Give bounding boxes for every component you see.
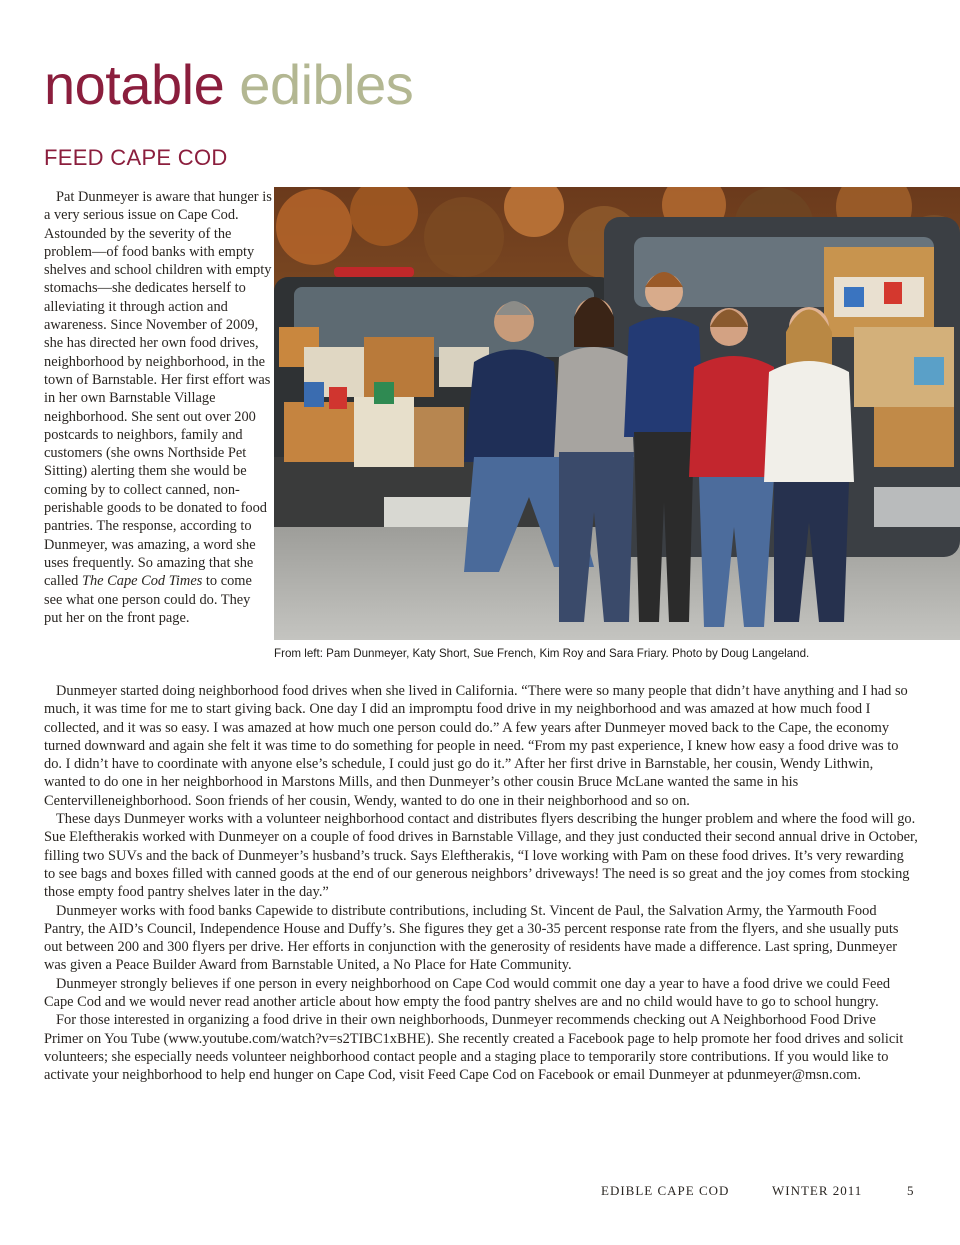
- article-title: FEED CAPE COD: [44, 145, 228, 170]
- intro-newspaper-name: The Cape Cod Times: [81, 573, 203, 590]
- header-word-edibles: edibles: [239, 53, 414, 116]
- body-paragraph: Dunmeyer strongly believes if one person in every neighborhood on Cape Cod would commit one day a year to have a food drive we could Feed Cape Cod and we would never read another article about how empty the food pantry shelves are and no child would have to go to school hungry.: [44, 975, 891, 1011]
- intro-text: Pat Dunmeyer is aware that hunger is a very serious issue on Cape Cod. Astounded by the severity of the problem—of food banks with empty shelves and school children with empty stomachs—she dedicates herself to alleviating it through action and awareness. Since November of 2009, she has directed her own food drives, neighborhood by neighborhood, in the town of Barnstable. Her first effort was in her own Barnstable Village neighborhood. She sent out over 200 postcards to neighbors, family and customers (she owns Northside Pet Sitting) alerting them she would be coming by to collect canned, non-perishable goods to be donated to food pantries. The response, according to Dunmeyer, was amazing, a word she uses frequently. So amazing that she called: [44, 189, 272, 590]
- body-paragraph: These days Dunmeyer works with a volunteer neighborhood contact and distributes flyers describing the hunger problem and where the food will go. Sue Eleftherakis worked with Dunmeyer on a couple of food drives in Barnstable Village, and they just conducted their second annual drive in October, filling two SUVs and the back of Dunmeyer’s husband’s truck. Says Eleftherakis, “I love working with Pam on these food drives. It’s very rewarding to see bags and boxes filled with canned goods at the end of our generous neighbors’ driveways! The need is so great and the joy comes from stocking those empty food pantry shelves later in the day.”: [44, 811, 918, 901]
- article-body: [44, 682, 918, 1085]
- intro-paragraph: [44, 188, 272, 627]
- section-header: [44, 50, 413, 120]
- header-word-notable: notable: [44, 53, 225, 116]
- footer-issue: WINTER 2011: [772, 1183, 863, 1198]
- intro-text-end: to come see what one person could do. They put her on the front page.: [44, 573, 252, 626]
- footer-publication: EDIBLE CAPE COD: [601, 1183, 730, 1198]
- body-paragraph: Dunmeyer works with food banks Capewide to distribute contributions, including St. Vincent de Paul, the Salvation Army, the Yarmouth Food Pantry, the AID’s Council, Independence House and Duffy’s. She figures they get a 30-35 percent response rate from the flyers, and she usually puts out between 200 and 300 flyers per drive. Her efforts in conjunction with the generosity of residents have made a difference. Last spring, Dunmeyer was given a Peace Builder Award from Barnstable United, a No Place for Hate Community.: [44, 902, 899, 974]
- body-paragraph: Dunmeyer started doing neighborhood food drives when she lived in California. “There were so many people that didn’t have anything and I had so much, it was time for me to start giving back. One day I did an impromptu food drive in my neighborhood and was amazed at how much food I collected, and it was so easy. I was amazed at how much one person could do.” A few years after Dunmeyer moved back to the Cape, the economy turned downward and again she felt it was time to do something for people in need. “From my past experience, I knew how easy a food drive was to do. I didn’t have to coordinate with anyone else’s schedule, I could just go do it.” After her first drive in Barnstable, her cousin, Wendy Lithwin, wanted to do one in her neighborhood in Marstons Mills, and then Dunmeyer’s other cousin Bruce McLane wanted the same in his Centervilleneighborhood. Soon friends of her cousin, Wendy, wanted to do one in their neighborhood and so on.: [44, 683, 908, 809]
- intro-column: [44, 188, 272, 627]
- photo-caption: From left: Pam Dunmeyer, Katy Short, Sue French, Kim Roy and Sara Friary. Photo by Doug Langeland.: [274, 647, 810, 660]
- body-paragraph: For those interested in organizing a food drive in their own neighborhoods, Dunmeyer recommends checking out A Neighborhood Food Drive Primer on You Tube (www.youtube.com/watch?v=s2TIBC1xBHE). She recently created a Facebook page to help promote her food drives and solicit volunteers; she especially needs volunteer neighborhood contact people and a staging place to temporarily store contributions. If you would like to activate your neighborhood to help end hunger on Cape Cod, visit Feed Cape Cod on Facebook or email Dunmeyer at pdunmeyer@msn.com.: [44, 1012, 904, 1084]
- group-photo: [274, 187, 960, 640]
- footer-page-number: 5: [907, 1183, 915, 1198]
